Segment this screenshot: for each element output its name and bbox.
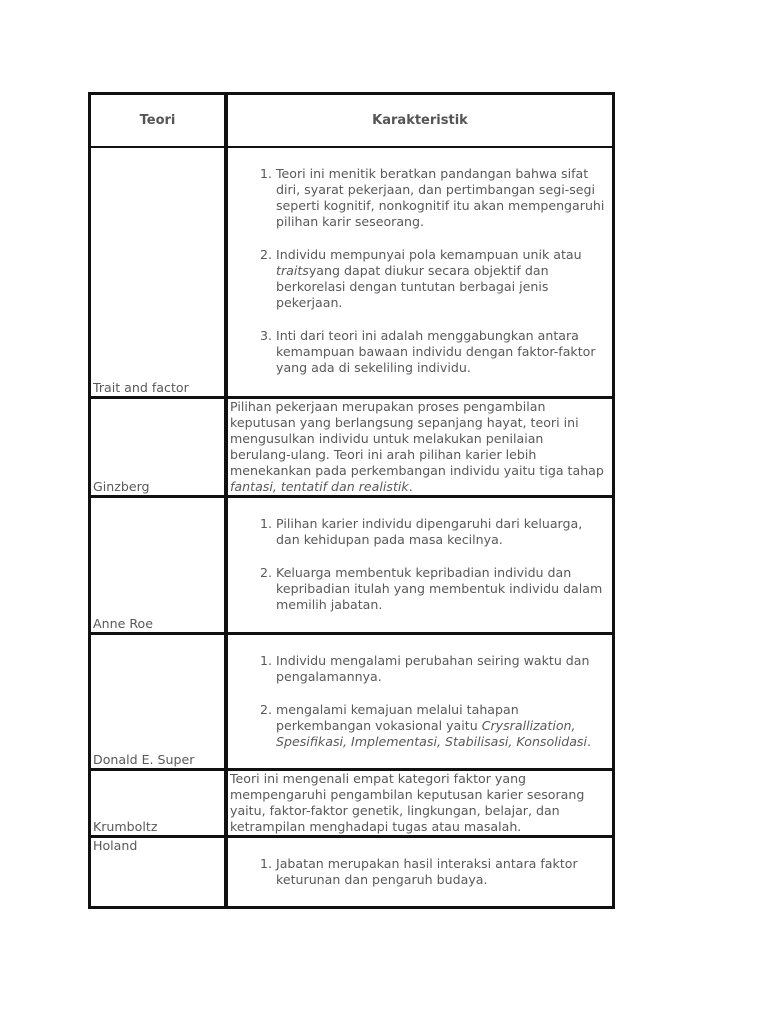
table-row [90,397,613,496]
table-row [90,496,613,633]
characteristic-list [230,856,606,888]
theory-description [227,836,613,907]
theory-description [227,496,613,633]
description-paragraph: Teori ini mengenali empat kategori faktor yang mempengaruhi pengambilan keputusan karier sesorang yaitu, faktor-faktor genetik, lingkungan, belajar, dan ketrampilan menghadapi tugas atau masalah. [230,771,585,834]
table-header-row [90,94,613,147]
theory-name: Donald E. Super [90,633,227,769]
theory-description [227,769,613,836]
table-row [90,633,613,769]
theory-description [227,633,613,769]
list-item: 2. Keluarga membentuk kepribadian individu dan kepribadian itulah yang membentuk individu dalam memilih jabatan. [276,565,606,613]
table-row [90,147,613,397]
theory-name: Krumboltz [90,769,227,836]
characteristic-list [230,166,606,376]
table-row [90,836,613,907]
list-item: 1. Pilihan karier individu dipengaruhi dari keluarga, dan kehidupan pada masa kecilnya. [276,516,606,548]
header-theory: Teori [90,94,227,147]
description-paragraph: Pilihan pekerjaan merupakan proses pengambilan keputusan yang berlangsung sepanjang hayat, teori ini mengusulkan individu untuk melakukan penilaian berulang-ulang. Teori ini arah pilihan karier lebih menekankan pada perkembangan individu yaitu tiga tahap fantasi, tentatif dan realistik. [230,399,604,494]
list-item: 1. Jabatan merupakan hasil interaksi antara faktor keturunan dan pengaruh budaya. [276,856,606,888]
header-characteristic: Karakteristik [227,94,613,147]
theory-name: Trait and factor [90,147,227,397]
theory-name: Ginzberg [90,397,227,496]
theory-name: Holand [90,836,227,907]
list-item: 2. mengalami kemajuan melalui tahapan perkembangan vokasional yaitu Crysrallization, Spesifikasi, Implementasi, Stabilisasi, Konsolidasi. [276,702,606,750]
theory-description [227,397,613,496]
list-item: 3. Inti dari teori ini adalah menggabungkan antara kemampuan bawaan individu dengan faktor-faktor yang ada di sekeliling individu. [276,328,606,376]
theory-description [227,147,613,397]
list-item: 1. Teori ini menitik beratkan pandangan bahwa sifat diri, syarat pekerjaan, dan pertimbangan segi-segi seperti kognitif, nonkognitif itu akan mempengaruhi pilihan karir seseorang. [276,166,606,230]
theory-name: Anne Roe [90,496,227,633]
list-item: 1. Individu mengalami perubahan seiring waktu dan pengalamannya. [276,653,606,685]
list-item: 2. Individu mempunyai pola kemampuan unik atau traitsyang dapat diukur secara objektif dan berkorelasi dengan tuntutan berbagai jenis pekerjaan. [276,247,606,311]
characteristic-list [230,653,606,750]
table-row [90,769,613,836]
theory-table [88,92,615,909]
characteristic-list [230,516,606,613]
